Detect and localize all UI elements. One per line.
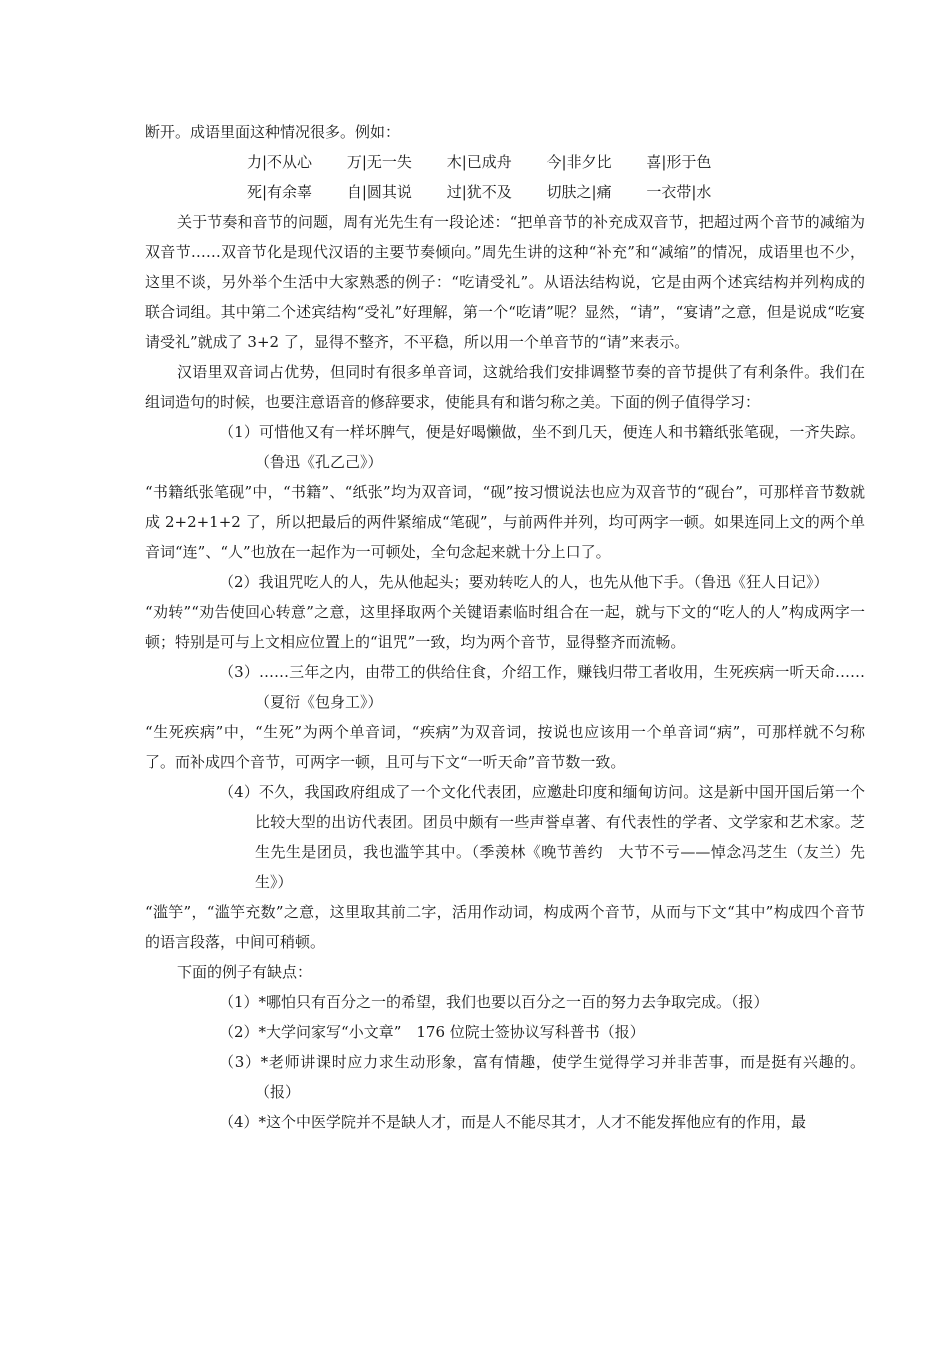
idiom: 力|不从心 <box>247 153 313 171</box>
idiom: 切肤之|痛 <box>546 183 612 201</box>
document-page <box>145 117 865 1137</box>
intro-tail: 断开。成语里面这种情况很多。例如： <box>145 123 401 141</box>
example-1-note: “书籍纸张笔砚”中，“书籍”、“纸张”均为双音词，“砚”按习惯说法也应为双音节的“砚台”，可那样音节数就成 2+2+1+2 了，所以把最后的两件紧缩成“笔砚”，与前两件并列，均可两字一顿。如果连同上文的两个单音词“连”、“人”也放在一起作为一可顿处，全句念起来就十分上口了。 <box>145 483 865 561</box>
defects-intro: 下面的例子有缺点： <box>177 963 313 981</box>
idiom: 过|犹不及 <box>446 183 512 201</box>
idiom: 万|无一失 <box>346 153 412 171</box>
paragraph-advantage: 汉语里双音词占优势，但同时有很多单音词，这就给我们安排调整节奏的音节提供了有利条件。我们在组词造句的时候，也要注意语音的修辞要求，使能具有和谐匀称之美。下面的例子值得学习： <box>145 363 865 411</box>
example-4: （4）不久，我国政府组成了一个文化代表团，应邀赴印度和缅甸访问。这是新中国开国后第一个比较大型的出访代表团。团员中颇有一些声誉卓著、有代表性的学者、文学家和艺术家。芝生先生是团员，我也滥竽其中。（季羡林《晚节善约 大节不亏——悼念冯芝生（友兰）先生》） <box>219 783 865 891</box>
idiom: 自|圆其说 <box>346 183 412 201</box>
idiom: 一衣带|水 <box>646 183 712 201</box>
idiom: 喜|形于色 <box>646 153 712 171</box>
idiom: 今|非夕比 <box>546 153 612 171</box>
idiom: 木|已成舟 <box>446 153 512 171</box>
idiom-row-1 <box>247 147 865 177</box>
bad-example-3: （3）*老师讲课时应力求生动形象，富有情趣，使学生觉得学习并非苦事，而是挺有兴趣的。（报） <box>219 1053 865 1101</box>
example-2-note: “劝转”“劝告使回心转意”之意，这里择取两个关键语素临时组合在一起，就与下文的“吃人的人”构成两字一顿；特别是可与上文相应位置上的“诅咒”一致，均为两个音节，显得整齐而流畅。 <box>145 603 865 651</box>
idiom: 死|有余辜 <box>247 183 313 201</box>
example-3-note: “生死疾病”中，“生死”为两个单音词，“疾病”为双音词，按说也应该用一个单音词“病”，可那样就不匀称了。而补成四个音节，可两字一顿，且可与下文“一听天命”音节数一致。 <box>145 723 865 771</box>
example-4-note: “滥竽”，“滥竽充数”之意，这里取其前二字，活用作动词，构成两个音节，从而与下文“其中”构成四个音节的语言段落，中间可稍顿。 <box>145 903 865 951</box>
bad-example-1: （1）*哪怕只有百分之一的希望，我们也要以百分之一百的努力去争取完成。（报） <box>219 993 769 1011</box>
example-1: （1）可惜他又有一样坏脾气，便是好喝懒做，坐不到几天，便连人和书籍纸张笔砚，一齐失踪。（鲁迅《孔乙己》） <box>219 423 865 471</box>
idiom-row-2 <box>247 177 865 207</box>
example-3: （3）……三年之内，由带工的供给住食，介绍工作，赚钱归带工者收用，生死疾病一听天命……（夏衍《包身工》） <box>219 663 865 711</box>
bad-example-2: （2）*大学问家写“小文章” 176 位院士签协议写科普书（报） <box>219 1023 645 1041</box>
example-2: （2）我诅咒吃人的人，先从他起头；要劝转吃人的人，也先从他下手。（鲁迅《狂人日记》） <box>219 573 829 591</box>
bad-example-4: （4）*这个中医学院并不是缺人才，而是人不能尽其才，人才不能发挥他应有的作用，最 <box>219 1113 807 1131</box>
paragraph-rhythm: 关于节奏和音节的问题，周有光先生有一段论述：“把单音节的补充成双音节，把超过两个音节的减缩为双音节……双音节化是现代汉语的主要节奏倾向。”周先生讲的这种“补充”和“减缩”的情况，成语里也不少，这里不谈，另外举个生活中大家熟悉的例子：“吃请受礼”。从语法结构说，它是由两个述宾结构并列构成的联合词组。其中第二个述宾结构“受礼”好理解，第一个“吃请”呢？显然，“请”，“宴请”之意，但是说成“吃宴请受礼”就成了 3+2 了，显得不整齐，不平稳，所以用一个单音节的“请”来表示。 <box>145 213 865 351</box>
